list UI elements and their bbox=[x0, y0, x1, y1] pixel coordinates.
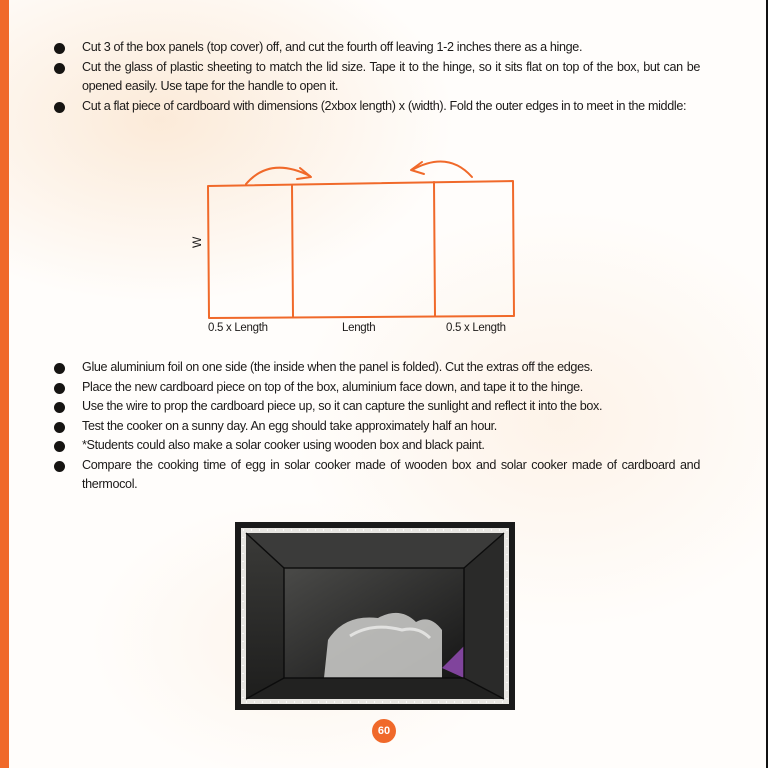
list-item bbox=[54, 38, 700, 58]
right-fold-line bbox=[434, 182, 435, 316]
bullet-icon bbox=[54, 441, 65, 452]
right-section-label: 0.5 x Length bbox=[446, 322, 506, 334]
instruction-list-bottom bbox=[54, 358, 700, 495]
list-item-text: Cut 3 of the box panels (top cover) off, and cut the fourth off leaving 1-2 inches there as a hinge. bbox=[82, 40, 583, 54]
bullet-icon bbox=[54, 422, 65, 433]
solar-cooker-illustration bbox=[232, 518, 518, 714]
list-item bbox=[54, 417, 700, 437]
list-item-text: Glue aluminium foil on one side (the inside when the panel is folded). Cut the extras off the edges. bbox=[82, 360, 593, 374]
page-number: 60 bbox=[372, 719, 396, 743]
bullet-icon bbox=[54, 461, 65, 472]
left-fold-line bbox=[292, 185, 293, 317]
left-accent-bar bbox=[0, 0, 9, 768]
width-label: W bbox=[190, 236, 204, 248]
cardboard-outline bbox=[208, 181, 514, 318]
list-item bbox=[54, 378, 700, 398]
list-item bbox=[54, 397, 700, 417]
list-item bbox=[54, 58, 700, 97]
fold-diagram bbox=[190, 150, 530, 345]
list-item bbox=[54, 456, 700, 495]
list-item-text: Cut a flat piece of cardboard with dimensions (2xbox length) x (width). Fold the outer edges in to meet in the middle: bbox=[82, 98, 687, 113]
bullet-icon bbox=[54, 402, 65, 413]
list-item bbox=[54, 97, 700, 117]
bullet-icon bbox=[54, 383, 65, 394]
list-item bbox=[54, 436, 700, 456]
list-item-text: *Students could also make a solar cooker using wooden box and black paint. bbox=[82, 438, 485, 452]
bullet-icon bbox=[54, 363, 65, 374]
middle-section-label: Length bbox=[342, 322, 376, 334]
list-item bbox=[54, 358, 700, 378]
solar-cooker-drawing bbox=[232, 518, 518, 714]
left-fold-arrow bbox=[246, 168, 310, 184]
fold-diagram-drawing bbox=[190, 150, 530, 345]
bullet-icon bbox=[54, 63, 65, 74]
bullet-icon bbox=[54, 102, 65, 113]
bullet-icon bbox=[54, 43, 65, 54]
list-item-text: Cut the glass of plastic sheeting to match the lid size. Tape it to the hinge, so it sits flat on top of the box, but can be opened easily. Use tape for the handle to open it. bbox=[82, 59, 700, 93]
list-item-text: Place the new cardboard piece on top of the box, aluminium face down, and tape it to the hinge. bbox=[82, 379, 583, 394]
list-item-text: Test the cooker on a sunny day. An egg should take approximately half an hour. bbox=[82, 418, 497, 433]
list-item-text: Compare the cooking time of egg in solar cooker made of wooden box and solar cooker made of cardboard and thermocol. bbox=[82, 457, 700, 491]
list-item-text: Use the wire to prop the cardboard piece up, so it can capture the sunlight and reflect it into the box. bbox=[82, 399, 603, 413]
left-section-label: 0.5 x Length bbox=[208, 322, 268, 334]
instruction-list-top bbox=[54, 38, 700, 116]
